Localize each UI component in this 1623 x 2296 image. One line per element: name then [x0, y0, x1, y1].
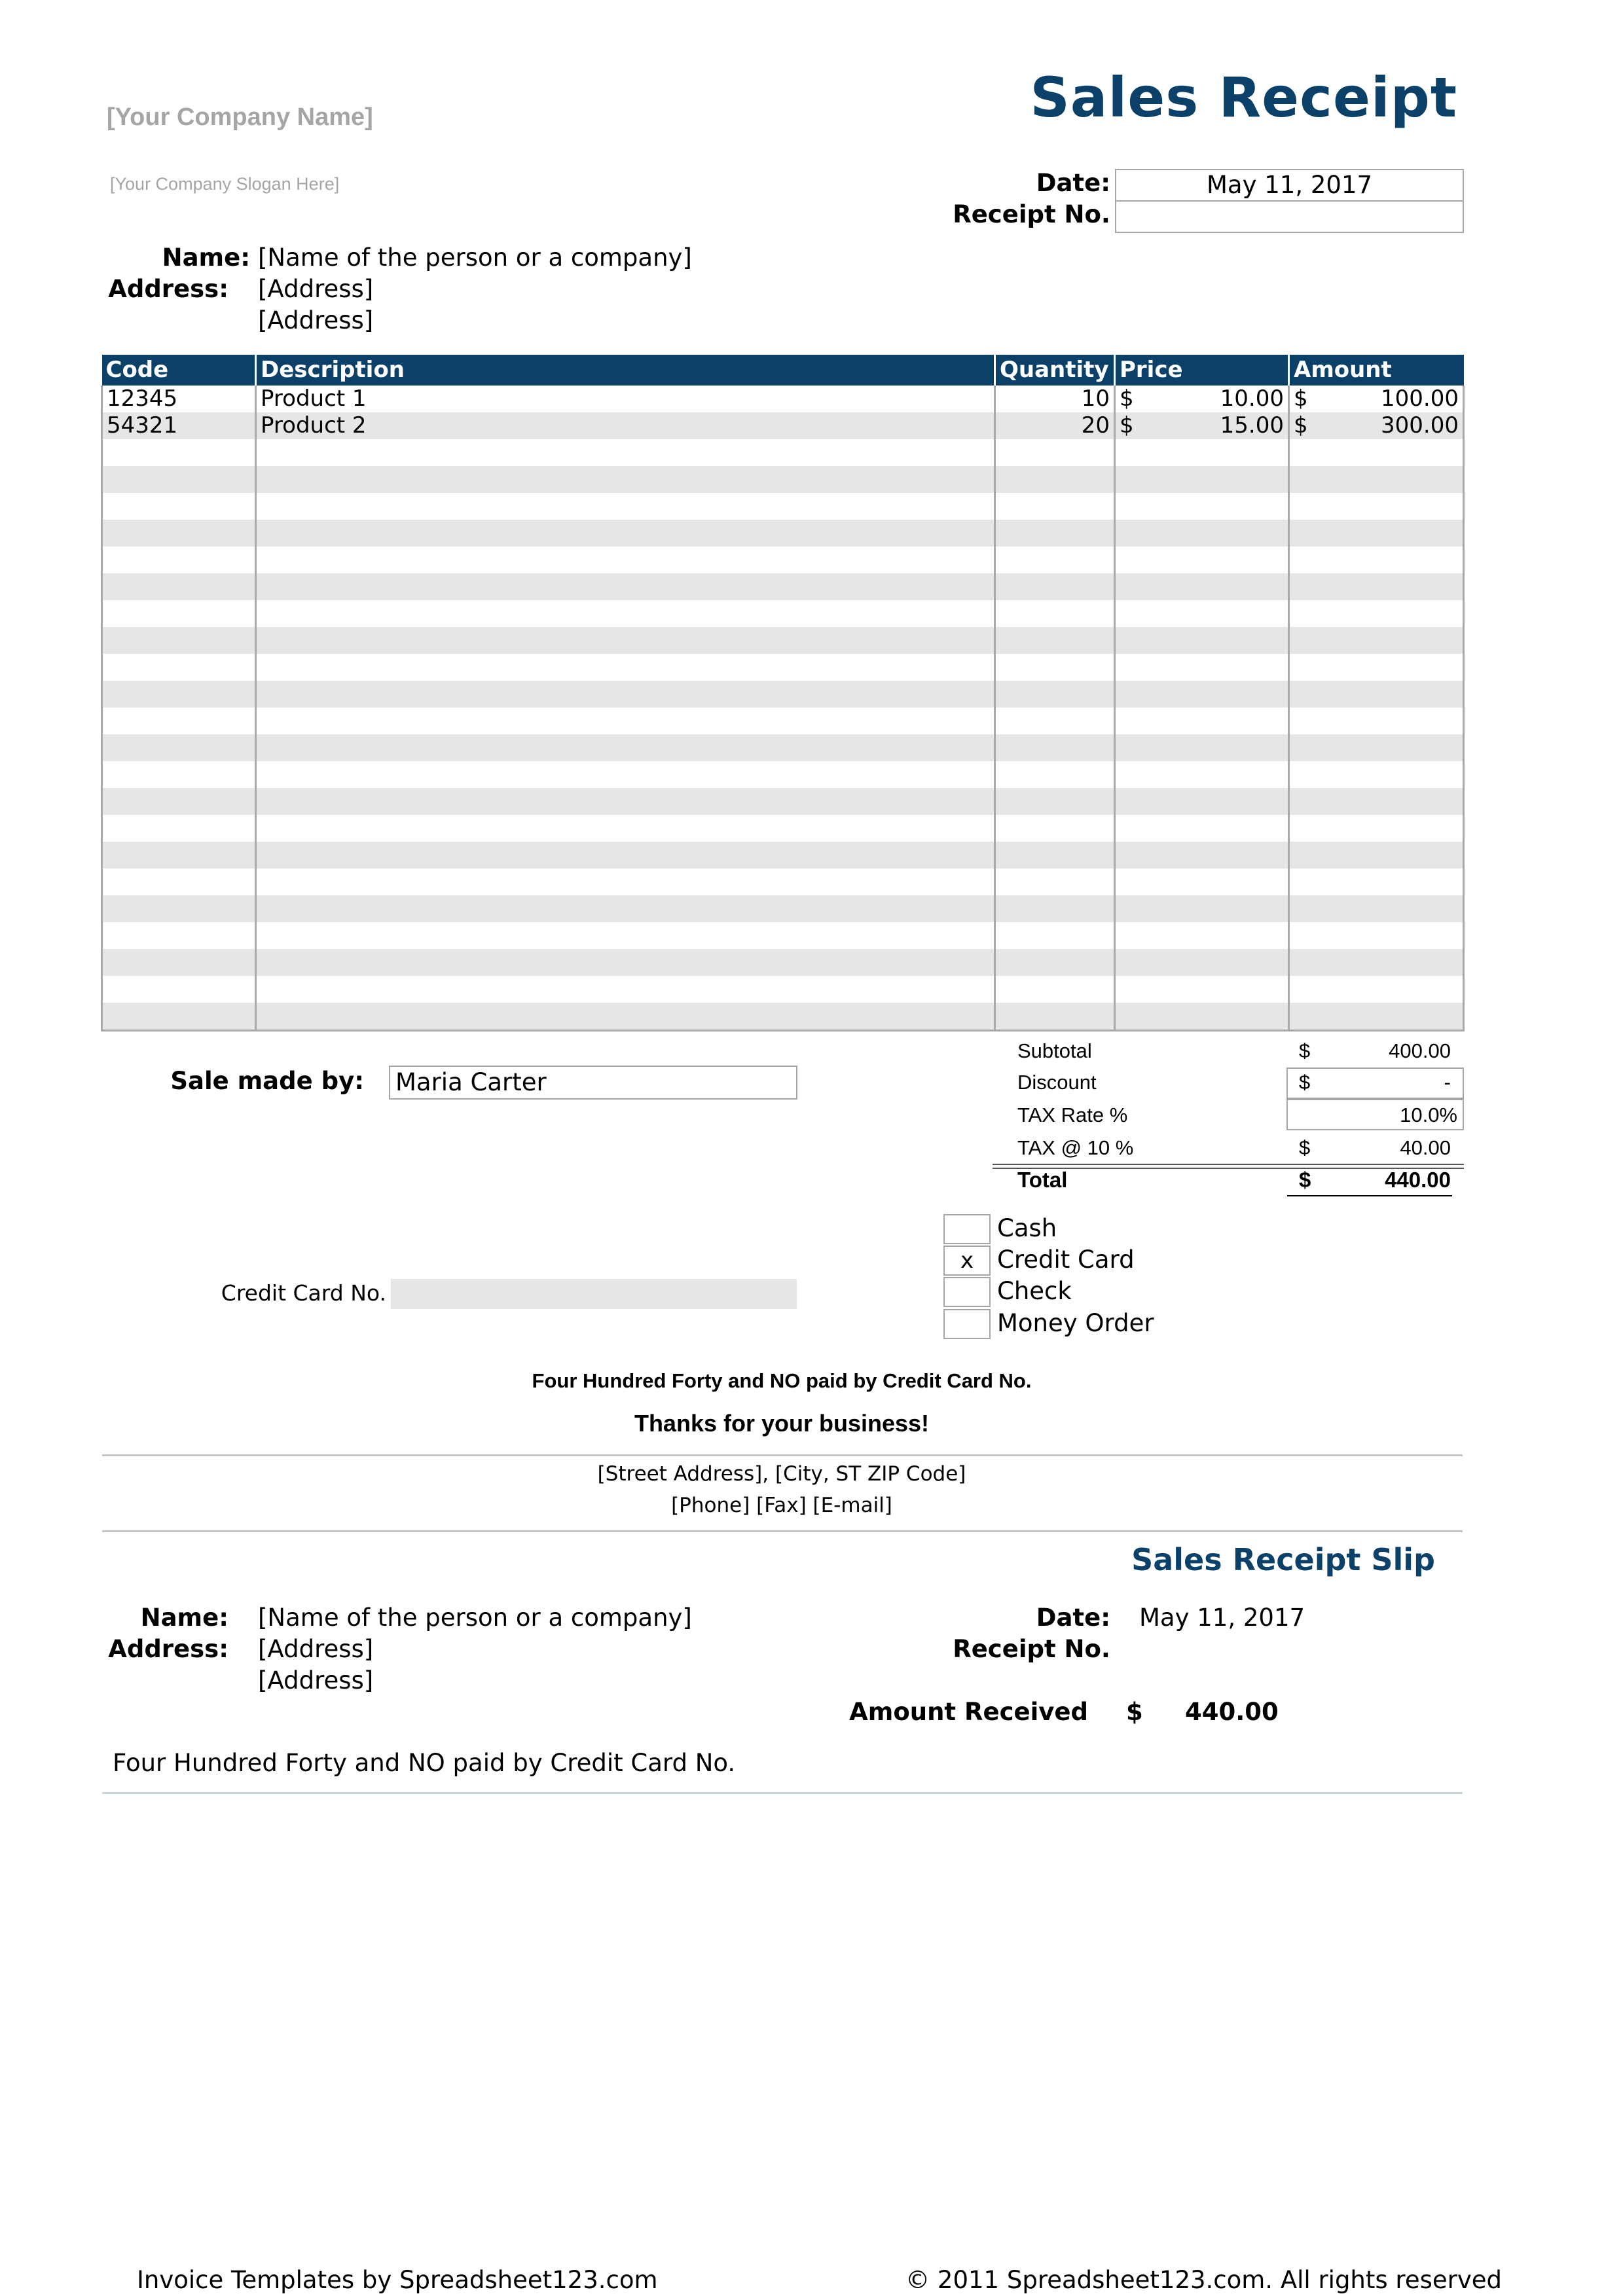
empty-cell[interactable] — [102, 466, 256, 493]
empty-cell[interactable] — [1115, 815, 1289, 842]
empty-cell[interactable] — [1115, 1003, 1289, 1031]
empty-cell[interactable] — [995, 547, 1115, 573]
empty-table-row — [102, 493, 1464, 520]
empty-cell[interactable] — [1289, 439, 1464, 466]
empty-table-row — [102, 547, 1464, 573]
price-currency: $ — [1120, 412, 1134, 439]
empty-cell[interactable] — [256, 976, 995, 1003]
footer-left: Invoice Templates by Spreadsheet123.com — [137, 2266, 658, 2294]
empty-table-row — [102, 520, 1464, 547]
empty-table-row — [102, 654, 1464, 681]
empty-table-row — [102, 708, 1464, 734]
empty-cell[interactable] — [995, 842, 1115, 869]
empty-cell[interactable] — [102, 842, 256, 869]
empty-cell[interactable] — [102, 681, 256, 708]
empty-cell[interactable] — [1289, 761, 1464, 788]
empty-cell[interactable] — [102, 922, 256, 949]
empty-cell[interactable] — [102, 949, 256, 976]
empty-cell[interactable] — [102, 520, 256, 547]
empty-cell[interactable] — [1115, 734, 1289, 761]
empty-table-row — [102, 976, 1464, 1003]
empty-table-row — [102, 761, 1464, 788]
divider — [102, 1792, 1463, 1794]
cell-amount — [1289, 386, 1464, 412]
slip-name-label: Name: — [140, 1604, 228, 1632]
total-currency: $ — [1299, 1168, 1311, 1192]
empty-cell[interactable] — [256, 1003, 995, 1031]
divider — [102, 1454, 1463, 1456]
empty-table-row — [102, 815, 1464, 842]
empty-cell[interactable] — [102, 708, 256, 734]
empty-cell[interactable] — [1115, 681, 1289, 708]
cell-quantity[interactable]: 20 — [995, 412, 1115, 439]
empty-cell[interactable] — [256, 573, 995, 600]
empty-cell[interactable] — [256, 547, 995, 573]
empty-cell[interactable] — [1115, 761, 1289, 788]
customer-name-label: Name: — [162, 243, 250, 272]
subtotal-value: 400.00 — [1389, 1039, 1451, 1062]
empty-table-row — [102, 466, 1464, 493]
column-header-price: Price — [1115, 355, 1289, 386]
empty-cell[interactable] — [102, 869, 256, 895]
discount-currency: $ — [1299, 1071, 1311, 1094]
cell-amount — [1289, 412, 1464, 439]
sale-made-by-field[interactable] — [389, 1066, 797, 1100]
empty-cell[interactable] — [1115, 895, 1289, 922]
empty-cell[interactable] — [995, 520, 1115, 547]
empty-cell[interactable] — [256, 600, 995, 627]
date-value: May 11, 2017 — [1206, 171, 1373, 199]
empty-cell[interactable] — [256, 681, 995, 708]
empty-cell[interactable] — [995, 788, 1115, 815]
total-underline — [1287, 1195, 1452, 1196]
empty-cell[interactable] — [1289, 922, 1464, 949]
empty-cell[interactable] — [1115, 627, 1289, 654]
money-order-checkbox[interactable] — [943, 1309, 991, 1339]
empty-cell[interactable] — [995, 734, 1115, 761]
footer-right: © 2011 Spreadsheet123.com. All rights reserved — [905, 2266, 1502, 2294]
empty-cell[interactable] — [995, 708, 1115, 734]
slip-name-value: [Name of the person or a company] — [258, 1604, 692, 1632]
discount-field[interactable] — [1286, 1067, 1464, 1099]
column-header-code: Code — [102, 355, 256, 386]
empty-cell[interactable] — [256, 761, 995, 788]
empty-cell[interactable] — [1289, 708, 1464, 734]
cell-code[interactable]: 54321 — [102, 412, 256, 439]
page-title: Sales Receipt — [1030, 65, 1457, 130]
empty-cell[interactable] — [256, 869, 995, 895]
empty-cell[interactable] — [1289, 842, 1464, 869]
slip-amount-value: 440.00 — [1185, 1698, 1279, 1726]
empty-cell[interactable] — [102, 976, 256, 1003]
cell-description[interactable]: Product 2 — [256, 412, 995, 439]
empty-cell[interactable] — [995, 466, 1115, 493]
empty-cell[interactable] — [256, 815, 995, 842]
empty-cell[interactable] — [1289, 654, 1464, 681]
empty-cell[interactable] — [256, 466, 995, 493]
customer-address-line1: [Address] — [258, 275, 374, 303]
empty-cell[interactable] — [1115, 466, 1289, 493]
empty-cell[interactable] — [102, 600, 256, 627]
divider — [102, 1530, 1463, 1532]
empty-cell[interactable] — [1115, 922, 1289, 949]
empty-cell[interactable] — [995, 895, 1115, 922]
empty-cell[interactable] — [1115, 976, 1289, 1003]
empty-table-row — [102, 600, 1464, 627]
receipt-no-field[interactable] — [1115, 200, 1464, 233]
empty-table-row — [102, 1003, 1464, 1031]
empty-table-row — [102, 869, 1464, 895]
empty-cell[interactable] — [995, 1003, 1115, 1031]
empty-cell[interactable] — [1115, 842, 1289, 869]
customer-name-value: [Name of the person or a company] — [258, 243, 692, 272]
empty-cell[interactable] — [1115, 573, 1289, 600]
empty-cell[interactable] — [1289, 600, 1464, 627]
empty-cell[interactable] — [995, 439, 1115, 466]
empty-cell[interactable] — [256, 788, 995, 815]
price-value: 15.00 — [1220, 412, 1284, 439]
price-currency: $ — [1120, 386, 1134, 412]
slip-receipt-label: Receipt No. — [953, 1635, 1110, 1663]
empty-table-row — [102, 439, 1464, 466]
empty-cell[interactable] — [102, 493, 256, 520]
empty-cell[interactable] — [1289, 976, 1464, 1003]
credit-card-field[interactable] — [391, 1279, 797, 1309]
empty-cell[interactable] — [256, 842, 995, 869]
empty-cell[interactable] — [1115, 788, 1289, 815]
discount-label: Discount — [1017, 1071, 1097, 1094]
empty-cell[interactable] — [995, 600, 1115, 627]
amount-currency: $ — [1294, 412, 1308, 439]
empty-cell[interactable] — [1289, 815, 1464, 842]
total-value: 440.00 — [1385, 1168, 1451, 1192]
tax-label: TAX @ 10 % — [1017, 1136, 1134, 1159]
check-option-label: Check — [997, 1277, 1072, 1305]
amount-currency: $ — [1294, 386, 1308, 412]
thanks-message: Thanks for your business! — [634, 1410, 930, 1437]
empty-cell[interactable] — [1289, 1003, 1464, 1031]
empty-cell[interactable] — [1289, 627, 1464, 654]
slip-address-label: Address: — [108, 1635, 228, 1663]
empty-table-row — [102, 627, 1464, 654]
company-address: [Street Address], [City, ST ZIP Code] — [597, 1462, 966, 1486]
company-name: [Your Company Name] — [107, 103, 373, 131]
column-header-amount: Amount — [1289, 355, 1464, 386]
empty-cell[interactable] — [256, 493, 995, 520]
company-slogan: [Your Company Slogan Here] — [110, 174, 340, 194]
credit-card-checkbox[interactable] — [943, 1246, 991, 1276]
customer-address-label: Address: — [108, 275, 228, 303]
tax-currency: $ — [1299, 1136, 1311, 1159]
cell-price[interactable] — [1115, 386, 1289, 412]
empty-cell[interactable] — [1289, 573, 1464, 600]
slip-title: Sales Receipt Slip — [1131, 1542, 1435, 1577]
empty-cell[interactable] — [256, 734, 995, 761]
empty-table-row — [102, 949, 1464, 976]
empty-cell[interactable] — [995, 869, 1115, 895]
empty-cell[interactable] — [1289, 681, 1464, 708]
slip-date-value: May 11, 2017 — [1139, 1604, 1305, 1632]
empty-cell[interactable] — [995, 922, 1115, 949]
slip-date-label: Date: — [1036, 1604, 1110, 1632]
empty-table-row — [102, 788, 1464, 815]
empty-cell[interactable] — [102, 573, 256, 600]
empty-cell[interactable] — [1289, 520, 1464, 547]
empty-cell[interactable] — [995, 815, 1115, 842]
empty-cell[interactable] — [256, 520, 995, 547]
empty-cell[interactable] — [1115, 547, 1289, 573]
empty-table-row — [102, 681, 1464, 708]
empty-cell[interactable] — [1289, 734, 1464, 761]
empty-cell[interactable] — [1289, 466, 1464, 493]
empty-table-row — [102, 842, 1464, 869]
empty-cell[interactable] — [1115, 869, 1289, 895]
empty-cell[interactable] — [256, 949, 995, 976]
cell-description[interactable]: Product 1 — [256, 386, 995, 412]
empty-cell[interactable] — [1289, 493, 1464, 520]
empty-cell[interactable] — [256, 627, 995, 654]
empty-cell[interactable] — [1115, 439, 1289, 466]
column-header-quantity: Quantity — [995, 355, 1115, 386]
date-field[interactable] — [1115, 169, 1464, 202]
empty-table-row — [102, 895, 1464, 922]
empty-cell[interactable] — [995, 949, 1115, 976]
check-checkbox[interactable] — [943, 1277, 991, 1307]
amount-value: 300.00 — [1381, 412, 1459, 439]
slip-amount-currency: $ — [1126, 1698, 1143, 1726]
empty-cell[interactable] — [995, 681, 1115, 708]
empty-cell[interactable] — [995, 493, 1115, 520]
empty-cell[interactable] — [995, 573, 1115, 600]
empty-table-row — [102, 573, 1464, 600]
empty-cell[interactable] — [995, 976, 1115, 1003]
empty-cell[interactable] — [102, 1003, 256, 1031]
tax-value: 40.00 — [1400, 1136, 1451, 1159]
sale-made-by-label: Sale made by: — [170, 1067, 364, 1095]
total-divider-top — [993, 1164, 1464, 1165]
empty-cell[interactable] — [1289, 895, 1464, 922]
empty-cell[interactable] — [102, 439, 256, 466]
empty-cell[interactable] — [102, 788, 256, 815]
credit-card-mark: x — [960, 1247, 974, 1274]
credit-card-label: Credit Card No. — [221, 1280, 386, 1306]
empty-cell[interactable] — [102, 815, 256, 842]
slip-amount-in-words: Four Hundred Forty and NO paid by Credit Card No. — [113, 1749, 736, 1777]
cell-quantity[interactable]: 10 — [995, 386, 1115, 412]
empty-cell[interactable] — [1115, 654, 1289, 681]
empty-cell[interactable] — [1115, 600, 1289, 627]
items-table — [101, 355, 1465, 1031]
empty-cell[interactable] — [1115, 708, 1289, 734]
slip-amount-label: Amount Received — [849, 1698, 1088, 1726]
amount-value: 100.00 — [1381, 386, 1459, 412]
receipt-no-label: Receipt No. — [953, 200, 1110, 228]
cash-checkbox[interactable] — [943, 1214, 991, 1244]
slip-address-line2: [Address] — [258, 1666, 374, 1695]
empty-cell[interactable] — [256, 895, 995, 922]
table-row — [102, 412, 1464, 439]
empty-cell[interactable] — [995, 654, 1115, 681]
sale-made-by-value: Maria Carter — [395, 1068, 547, 1096]
discount-value: - — [1444, 1071, 1451, 1094]
cash-label: Cash — [997, 1214, 1057, 1242]
empty-cell[interactable] — [102, 734, 256, 761]
empty-cell[interactable] — [1289, 547, 1464, 573]
subtotal-currency: $ — [1299, 1039, 1311, 1062]
empty-cell[interactable] — [995, 627, 1115, 654]
empty-cell[interactable] — [102, 547, 256, 573]
tax-rate-value: 10.0% — [1400, 1103, 1457, 1126]
empty-cell[interactable] — [256, 439, 995, 466]
table-row — [102, 386, 1464, 412]
empty-cell[interactable] — [256, 922, 995, 949]
empty-cell[interactable] — [102, 895, 256, 922]
date-label: Date: — [1036, 169, 1110, 197]
empty-cell[interactable] — [102, 654, 256, 681]
empty-cell[interactable] — [1289, 949, 1464, 976]
empty-cell[interactable] — [256, 654, 995, 681]
empty-cell[interactable] — [102, 627, 256, 654]
items-header-row — [102, 355, 1464, 386]
empty-table-row — [102, 922, 1464, 949]
empty-cell[interactable] — [1115, 949, 1289, 976]
empty-cell[interactable] — [102, 761, 256, 788]
empty-cell[interactable] — [1115, 520, 1289, 547]
price-value: 10.00 — [1220, 386, 1284, 412]
empty-cell[interactable] — [1289, 869, 1464, 895]
subtotal-label: Subtotal — [1017, 1039, 1092, 1062]
column-header-description: Description — [256, 355, 995, 386]
total-label: Total — [1017, 1168, 1068, 1192]
cell-price[interactable] — [1115, 412, 1289, 439]
company-contact: [Phone] [Fax] [E-mail] — [671, 1494, 892, 1517]
customer-address-line2: [Address] — [258, 306, 374, 334]
empty-cell[interactable] — [256, 708, 995, 734]
amount-in-words: Four Hundred Forty and NO paid by Credit Card No. — [532, 1369, 1032, 1392]
tax-rate-label: TAX Rate % — [1017, 1103, 1128, 1126]
cell-code[interactable]: 12345 — [102, 386, 256, 412]
money-order-option-label: Money Order — [997, 1309, 1154, 1337]
empty-cell[interactable] — [1115, 493, 1289, 520]
empty-table-row — [102, 734, 1464, 761]
empty-cell[interactable] — [1289, 788, 1464, 815]
credit-card-option-label: Credit Card — [997, 1246, 1135, 1274]
empty-cell[interactable] — [995, 761, 1115, 788]
slip-address-line1: [Address] — [258, 1635, 374, 1663]
